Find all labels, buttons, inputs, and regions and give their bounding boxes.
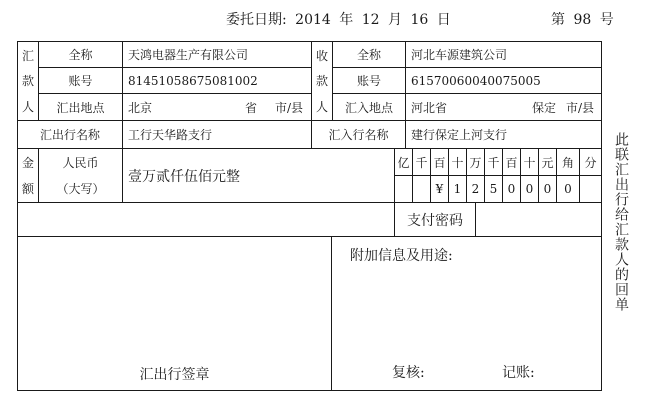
amount-digit-shi-1: 1 [448, 175, 467, 203]
amount-unit-fen: 分 [579, 148, 602, 176]
review-label: 复核: [392, 365, 425, 381]
copy-purpose-note: 此联汇出行给汇款人的回单 [613, 132, 629, 312]
entrust-date-year-unit: 年 [339, 12, 354, 28]
payee-group-char-3: 人 [311, 93, 333, 121]
extra-info-label: 附加信息及用途: [350, 248, 453, 264]
amount-unit-yuan: 元 [538, 148, 557, 176]
amount-unit-shi-1: 十 [448, 148, 467, 176]
entrust-date-month: 12 [361, 12, 380, 28]
amount-digit-jiao: 0 [556, 175, 580, 203]
payment-password-label: 支付密码 [394, 202, 476, 237]
amount-unit-qian-2: 千 [484, 148, 503, 176]
amount-digit-qian-1 [412, 175, 431, 203]
receive-bank-value: 建行保定上河支行 [405, 120, 602, 149]
receive-bank-label: 汇入行名称 [311, 120, 406, 149]
remittance-form [17, 41, 602, 391]
amount-group-char-1: 金 [17, 148, 39, 176]
amount-digit-wan: 2 [466, 175, 485, 203]
amount-digit-bai-1: ¥ [430, 175, 449, 203]
payee-location-label: 汇入地点 [332, 93, 406, 121]
remitter-group-char-2: 款 [17, 67, 39, 94]
document-number-value: 98 [573, 12, 592, 28]
remitter-account-label: 账号 [38, 67, 123, 94]
entrust-date-day: 16 [410, 12, 429, 28]
payee-group-char-1: 收 [311, 41, 333, 68]
extra-info-area [331, 236, 602, 391]
remitter-location-city: 北京 [128, 100, 153, 115]
amount-digit-yuan: 0 [538, 175, 557, 203]
entrust-date-label: 委托日期: [226, 12, 287, 28]
entrust-date-day-unit: 日 [436, 12, 451, 28]
currency-label: 人民币 [38, 148, 123, 176]
amount-digit-shi-2: 0 [520, 175, 539, 203]
document-number [551, 9, 618, 29]
payee-location-province: 河北省 [411, 100, 448, 115]
amount-group-char-2: 额 [17, 175, 39, 203]
remitter-location-label: 汇出地点 [38, 93, 123, 121]
entrust-date [226, 9, 455, 29]
payee-group-char-2: 款 [311, 67, 333, 94]
payee-account-label: 账号 [332, 67, 406, 94]
remitter-account-value: 81451058675081002 [122, 67, 312, 94]
payee-name-label: 全称 [332, 41, 406, 68]
document-number-suffix: 号 [599, 12, 614, 28]
payee-location-city: 保定 [532, 100, 557, 115]
document-number-prefix: 第 [551, 12, 565, 28]
amount-unit-jiao: 角 [556, 148, 580, 176]
stamp-area [17, 236, 332, 391]
remitter-name-value: 天鸿电器生产有限公司 [122, 41, 312, 68]
remit-bank-label: 汇出行名称 [17, 120, 123, 149]
payee-city-unit: 市/县 [566, 100, 595, 115]
amount-unit-bai-1: 百 [430, 148, 449, 176]
amount-digit-fen [579, 175, 602, 203]
remitter-group-char-1: 汇 [17, 41, 39, 68]
remit-bank-value: 工行天华路支行 [122, 120, 312, 149]
amount-unit-bai-2: 百 [502, 148, 521, 176]
entrust-date-year: 2014 [295, 12, 331, 28]
caps-label: （大写） [38, 175, 123, 203]
amount-unit-shi-2: 十 [520, 148, 539, 176]
amount-in-words: 壹万贰仟伍佰元整 [122, 148, 395, 203]
amount-digit-bai-2: 0 [502, 175, 521, 203]
remitter-name-label: 全称 [38, 41, 123, 68]
stamp-label: 汇出行签章 [139, 367, 210, 383]
remitter-location-value [122, 93, 312, 121]
remitter-city-unit: 市/县 [275, 100, 304, 115]
amount-unit-wan: 万 [466, 148, 485, 176]
amount-digit-yi [394, 175, 413, 203]
entrust-date-month-unit: 月 [388, 12, 402, 28]
amount-unit-qian-1: 千 [412, 148, 431, 176]
payment-password-field [475, 202, 602, 237]
amount-digit-qian-2: 5 [484, 175, 503, 203]
remitter-group-char-3: 人 [17, 93, 39, 121]
payee-account-value: 61570060040075005 [405, 67, 602, 94]
payee-location-value [405, 93, 602, 121]
amount-unit-yi: 亿 [394, 148, 413, 176]
password-row-blank [17, 202, 395, 237]
bookkeeper-label: 记账: [502, 365, 535, 381]
remitter-province-unit: 省 [245, 100, 258, 115]
payee-name-value: 河北车源建筑公司 [405, 41, 602, 68]
